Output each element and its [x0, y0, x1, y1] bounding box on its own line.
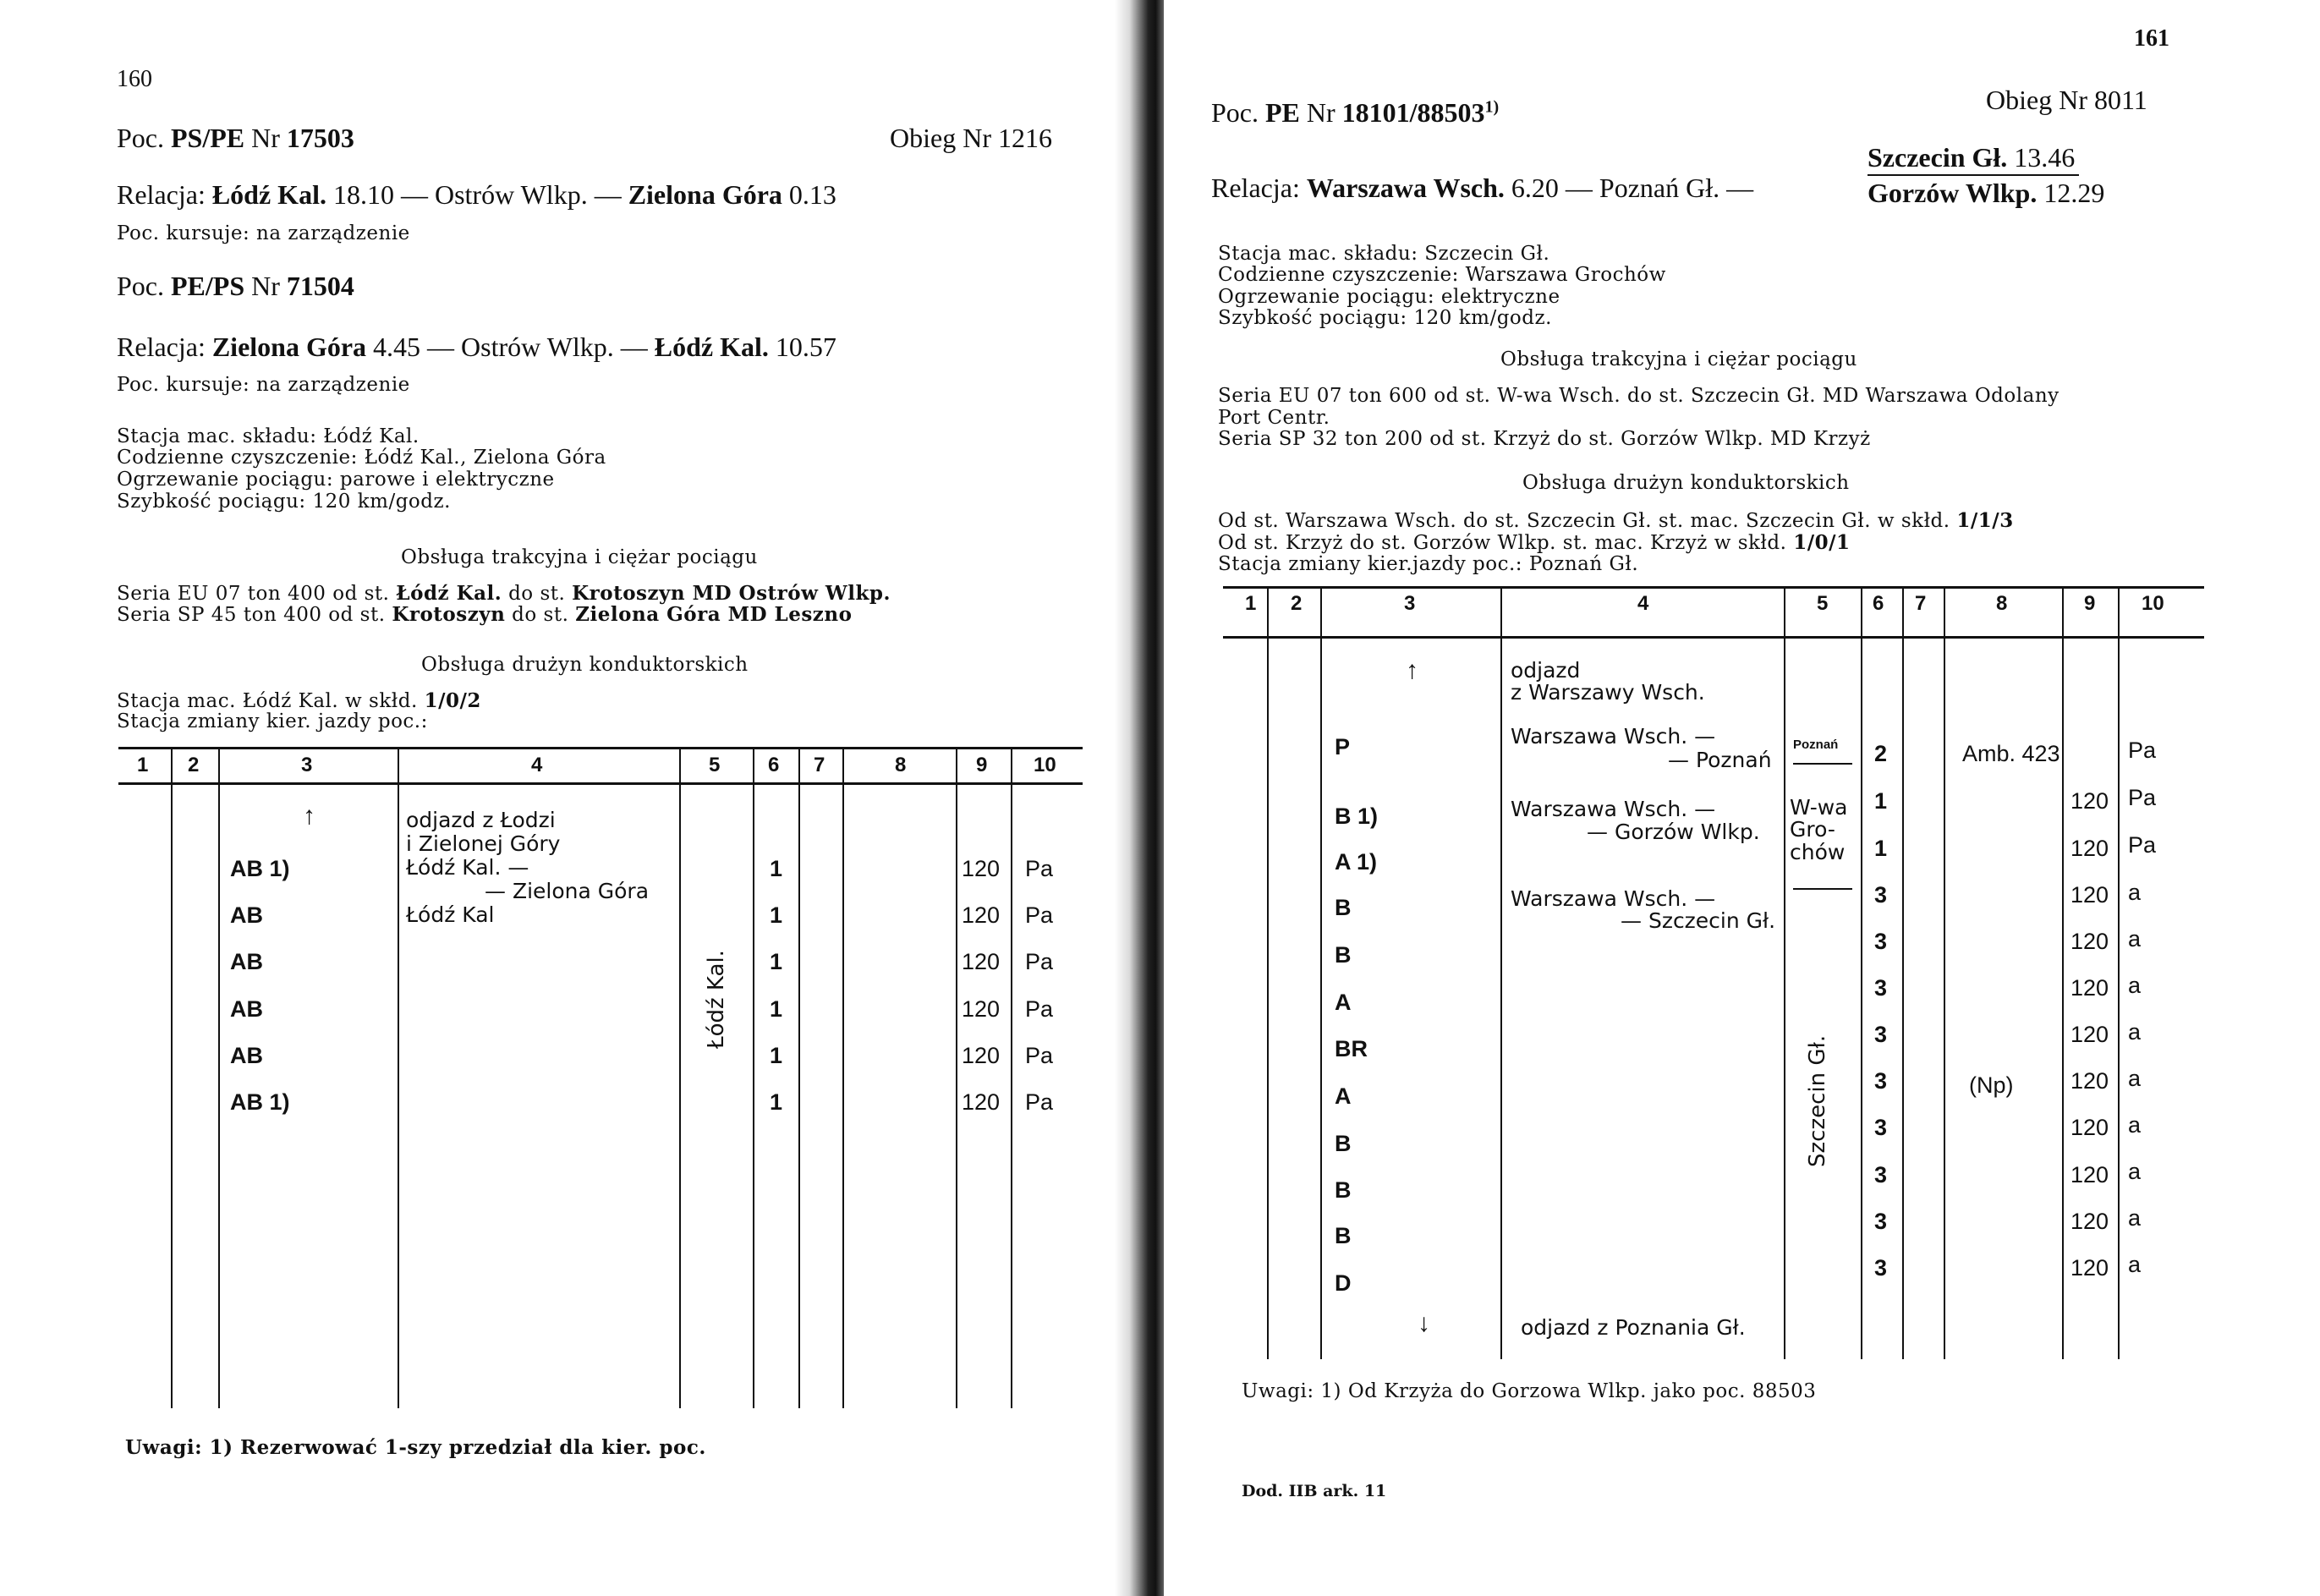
train-type: PE — [1265, 97, 1300, 128]
cell-count: 1 — [1874, 788, 1888, 814]
cell-speed: 120 — [2070, 836, 2109, 861]
cell-count: 3 — [1874, 1115, 1888, 1140]
col5-grochow: chów — [1790, 840, 1846, 864]
cell-code: a — [2128, 973, 2142, 998]
text: do st. — [508, 583, 566, 605]
relation-to: Zielona Góra — [628, 179, 782, 210]
cell-speed: 120 — [2070, 882, 2109, 908]
text: Stacja zmiany kier. jazdy poc.: — [117, 710, 428, 732]
col-divider — [1320, 588, 1322, 1359]
cell-count: 3 — [1874, 1162, 1888, 1187]
col-header: 8 — [895, 754, 907, 776]
col-divider — [798, 749, 800, 1408]
cell-speed: 120 — [2070, 1068, 2109, 1094]
col-header: 2 — [188, 754, 200, 776]
traction-line — [117, 582, 891, 605]
info-line: Codzienne czyszczenie: Warszawa Grochów — [1218, 264, 1666, 286]
col-divider — [1267, 588, 1269, 1359]
relation-line — [1211, 173, 1753, 204]
nr-label: Nr — [251, 123, 280, 153]
route-desc: z Warszawy Wsch. — [1511, 680, 1705, 705]
cell-class: D — [1335, 1270, 1352, 1296]
table-rule — [118, 782, 1083, 785]
cell-speed: 120 — [962, 1089, 1001, 1115]
cell-code: Pa — [2128, 738, 2157, 763]
nr-label: Nr — [1306, 97, 1336, 128]
cell-code: Pa — [2128, 785, 2157, 810]
relation-dep: 6.20 — [1511, 173, 1559, 203]
col-header: 1 — [1245, 592, 1257, 615]
relation-via: — Poznań Gł. — — [1565, 173, 1754, 203]
cell-code: Pa — [2128, 832, 2157, 858]
text: Krotoszyn MD Ostrów Wlkp. — [572, 582, 891, 605]
cell-speed: 120 — [962, 1043, 1001, 1068]
obieg-number: 8011 — [2093, 85, 2147, 115]
cell-count: 3 — [1874, 929, 1888, 954]
cell-class: AB 1) — [230, 1089, 290, 1115]
cell-class: A 1) — [1335, 849, 1378, 875]
cell-rule — [1793, 888, 1852, 890]
route-desc: — Zielona Góra — [485, 879, 650, 903]
col-divider — [218, 749, 220, 1408]
page-number: 160 — [117, 66, 152, 92]
crew-line — [117, 710, 428, 732]
info-line: Stacja mac. składu: Łódź Kal. — [117, 425, 420, 447]
col-divider — [1861, 588, 1862, 1359]
cell-speed: 120 — [962, 902, 1001, 928]
prefix: Poc. — [1211, 97, 1259, 128]
info-line: Szybkość pociągu: 120 km/godz. — [117, 491, 451, 513]
right-page — [1164, 0, 2320, 1596]
col-header: 8 — [1996, 592, 2008, 615]
cell-code: Pa — [1025, 902, 1054, 928]
obieg — [1986, 85, 2147, 116]
col-divider — [1902, 588, 1904, 1359]
cell-class: P — [1335, 734, 1351, 760]
cell-count: 3 — [1874, 975, 1888, 1001]
cell-count: 1 — [770, 1043, 783, 1068]
cell-speed: 120 — [2070, 1255, 2109, 1281]
section-heading: Obsługa trakcyjna i ciężar pociągu — [1500, 348, 1857, 370]
cell-speed: 120 — [2070, 1209, 2109, 1234]
col-header: 5 — [1817, 592, 1829, 615]
train-type: PE/PS — [171, 271, 245, 301]
relation-from: Zielona Góra — [211, 332, 367, 362]
col-header: 10 — [1034, 754, 1056, 776]
text: Seria SP 45 ton 400 od st. — [117, 604, 386, 626]
traction-line: Seria SP 32 ton 200 od st. Krzyż do st. Gorzów Wlkp. MD Krzyż — [1218, 428, 1871, 450]
cell-count: 3 — [1874, 1022, 1888, 1047]
train-note: Poc. kursuje: na zarządzenie — [117, 374, 410, 396]
route-desc: Warszawa Wsch. — — [1511, 886, 1716, 911]
col5-station: Łódź Kal. — [704, 950, 729, 1049]
route-desc: odjazd z Łodzi — [406, 808, 556, 832]
cell-speed: 120 — [2070, 1162, 2109, 1187]
cell-class: AB — [230, 1043, 263, 1068]
relation-via: — Ostrów Wlkp. — — [400, 179, 622, 210]
col5-station: Szczecin Gł. — [1805, 1034, 1830, 1167]
route-desc: i Zielonej Góry — [406, 831, 561, 856]
col-header: 9 — [2084, 592, 2096, 615]
cell-speed: 120 — [2070, 929, 2109, 954]
relation-via: — Ostrów Wlkp. — — [427, 332, 648, 362]
text: do st. — [512, 604, 569, 626]
relation-arr: 0.13 — [788, 179, 836, 210]
col-divider — [956, 749, 957, 1408]
cell-code: Pa — [1025, 856, 1054, 881]
route-desc: Łódź Kal — [406, 902, 495, 927]
relation-dep: 18.10 — [332, 179, 394, 210]
train-number: 71504 — [286, 271, 354, 301]
footnote: Uwagi: 1) Rezerwować 1-szy przedział dla kier. poc. — [125, 1436, 706, 1459]
cell-speed: 120 — [962, 856, 1001, 881]
col-divider — [171, 749, 173, 1408]
table-rule — [118, 747, 1083, 749]
train-note: Poc. kursuje: na zarządzenie — [117, 222, 410, 244]
page-number: 161 — [2134, 25, 2169, 52]
cell-code: a — [2128, 880, 2142, 905]
info-line: Ogrzewanie pociągu: elektryczne — [1218, 286, 1560, 308]
obieg-nr-label: Nr — [963, 123, 991, 153]
prefix: Poc. — [117, 271, 164, 301]
cell-speed: 120 — [2070, 1022, 2109, 1047]
text: Krotoszyn — [392, 603, 506, 626]
traction-line: Port Centr. — [1218, 407, 1330, 429]
col-header: 7 — [1915, 592, 1927, 615]
text: 1/0/1 — [1793, 531, 1851, 554]
relation-arr: 10.57 — [775, 332, 836, 362]
cell-code: Pa — [1025, 949, 1054, 974]
cell-code: a — [2128, 1252, 2142, 1277]
cell-class: B — [1335, 942, 1352, 968]
cell-class: B 1) — [1335, 803, 1379, 829]
col5-grochow: W-wa — [1790, 795, 1848, 820]
obieg — [890, 123, 1052, 154]
col-divider — [842, 749, 844, 1408]
section-heading: Obsługa drużyn konduktorskich — [421, 654, 749, 676]
route-desc: — Szczecin Gł. — [1621, 908, 1776, 933]
cell-class: BR — [1335, 1036, 1368, 1061]
col-header: 3 — [1404, 592, 1416, 615]
info-line: Codzienne czyszczenie: Łódź Kal., Zielona Góra — [117, 447, 606, 469]
cell-class: B — [1335, 1177, 1352, 1203]
cell-code: a — [2128, 1066, 2142, 1091]
footnote: Uwagi: 1) Od Krzyża do Gorzowa Wlkp. jako poc. 88503 — [1242, 1380, 1817, 1402]
cell-count: 1 — [770, 1089, 783, 1115]
cell-speed: 120 — [2070, 788, 2109, 814]
info-line: Stacja mac. składu: Szczecin Gł. — [1218, 243, 1550, 265]
cell-code: a — [2128, 926, 2142, 952]
col-divider — [1784, 588, 1785, 1359]
obieg-nr-label: Nr — [2059, 85, 2087, 115]
train-type: PS/PE — [171, 123, 245, 153]
cell-class: AB — [230, 949, 263, 974]
col-header: 4 — [1637, 592, 1649, 615]
relation-branch-2 — [1868, 178, 2104, 209]
text: Stacja mac. Łódź Kal. w skłd. — [117, 690, 418, 712]
cell-code: a — [2128, 1112, 2142, 1138]
train-header — [117, 271, 354, 302]
cell-code: Pa — [1025, 996, 1054, 1022]
relation-label: Relacja: — [117, 179, 206, 210]
route-desc: Warszawa Wsch. — — [1511, 797, 1716, 821]
col-header: 7 — [814, 754, 825, 776]
text: Od st. Warszawa Wsch. do st. Szczecin Gł. st. mac. Szczecin Gł. w skłd. — [1218, 510, 1950, 532]
col5-grochow: Gro- — [1790, 817, 1835, 842]
train-number: 18101/88503 — [1341, 97, 1485, 128]
sheet-mark: Dod. IIB ark. 11 — [1242, 1482, 1387, 1500]
cell-class: AB 1) — [230, 856, 290, 881]
obieg-label: Obieg — [1986, 85, 2053, 115]
cell-speed: 120 — [962, 949, 1001, 974]
cell-count: 3 — [1874, 1068, 1888, 1094]
relation-label: Relacja: — [117, 332, 206, 362]
train-header — [117, 123, 354, 154]
cell-class: A — [1335, 1083, 1352, 1109]
col-divider — [753, 749, 754, 1408]
cell-count: 1 — [770, 996, 783, 1022]
col-header: 6 — [1873, 592, 1884, 615]
cell-code: Pa — [1025, 1089, 1054, 1115]
up-arrow-icon: ↑ — [1406, 656, 1418, 684]
relation-branch-1 — [1868, 142, 2075, 173]
col-header: 5 — [709, 754, 721, 776]
crew-line — [117, 689, 481, 712]
down-arrow-icon: ↓ — [1418, 1309, 1430, 1337]
col-header: 2 — [1291, 592, 1303, 615]
cell-count: 2 — [1874, 741, 1888, 766]
info-line: Ogrzewanie pociągu: parowe i elektryczne — [117, 469, 555, 491]
col-divider — [1500, 588, 1502, 1359]
route-desc: odjazd — [1511, 658, 1581, 683]
relation-line — [117, 179, 836, 211]
route-desc: — Poznań — [1668, 748, 1772, 772]
traction-line: Seria EU 07 ton 600 od st. W-wa Wsch. do st. Szczecin Gł. MD Warszawa Odolany — [1218, 385, 2059, 407]
col-header: 6 — [768, 754, 780, 776]
obieg-label: Obieg — [890, 123, 957, 153]
table-rule — [1223, 586, 2204, 589]
col-header: 1 — [137, 754, 149, 776]
info-line: Szybkość pociągu: 120 km/godz. — [1218, 307, 1552, 329]
col-divider — [2062, 588, 2064, 1359]
up-arrow-icon: ↑ — [303, 802, 315, 830]
train-header — [1211, 97, 1499, 129]
cell-remark: Amb. 423 — [1962, 741, 2060, 766]
cell-class: B — [1335, 895, 1352, 920]
relation-arr: 12.29 — [2043, 178, 2105, 208]
relation-arr: 13.46 — [2014, 142, 2076, 173]
cell-code: a — [2128, 1159, 2142, 1184]
prefix: Poc. — [117, 123, 164, 153]
train-number: 17503 — [286, 123, 354, 153]
text: Łódź Kal. — [396, 582, 502, 605]
cell-speed: 120 — [2070, 975, 2109, 1001]
col-divider — [679, 749, 681, 1408]
relation-to: Łódź Kal. — [654, 332, 769, 362]
text: 1/0/2 — [424, 689, 481, 712]
relation-label: Relacja: — [1211, 173, 1300, 203]
cell-class: B — [1335, 1131, 1352, 1156]
relation-line — [117, 332, 836, 363]
relation-to: Szczecin Gł. — [1868, 142, 2008, 173]
relation-to: Gorzów Wlkp. — [1868, 178, 2038, 208]
text: Zielona Góra MD Leszno — [575, 603, 853, 626]
cell-class: AB — [230, 996, 263, 1022]
cell-remark: (Np) — [1969, 1072, 2014, 1098]
fraction-rule — [1868, 174, 2079, 176]
col-divider — [1944, 588, 1945, 1359]
text: Od st. Krzyż do st. Gorzów Wlkp. st. mac. Krzyż w skłd. — [1218, 532, 1787, 554]
route-desc: odjazd z Poznania Gł. — [1521, 1315, 1746, 1340]
cell-count: 3 — [1874, 882, 1888, 908]
crew-line: Stacja zmiany kier.jazdy poc.: Poznań Gł. — [1218, 553, 1639, 575]
cell-code: a — [2128, 1205, 2142, 1231]
cell-count: 3 — [1874, 1255, 1888, 1281]
relation-dep: 4.45 — [373, 332, 421, 362]
cell-code: a — [2128, 1019, 2142, 1045]
cell-class: AB — [230, 902, 263, 928]
cell-speed: 120 — [2070, 1115, 2109, 1140]
cell-count: 1 — [770, 902, 783, 928]
col-divider — [1011, 749, 1012, 1408]
relation-from: Łódź Kal. — [211, 179, 326, 210]
cell-rule — [1793, 763, 1852, 765]
table-rule — [1223, 636, 2204, 639]
route-desc: Łódź Kal. — — [406, 855, 529, 880]
cell-count: 1 — [1874, 836, 1888, 861]
col-header: 4 — [531, 754, 543, 776]
cell-count: 1 — [770, 949, 783, 974]
cell-class: A — [1335, 990, 1352, 1015]
col5-poznan: Poznań — [1793, 738, 1839, 752]
cell-code: Pa — [1025, 1043, 1054, 1068]
section-heading: Obsługa trakcyjna i ciężar pociągu — [401, 546, 758, 568]
col-divider — [2118, 588, 2120, 1359]
col-header: 10 — [2142, 592, 2164, 615]
section-heading: Obsługa drużyn konduktorskich — [1522, 472, 1850, 494]
cell-count: 1 — [770, 856, 783, 881]
text: 1/1/3 — [1956, 509, 2014, 532]
footnote-ref: 1) — [1484, 97, 1500, 117]
route-desc: — Gorzów Wlkp. — [1587, 820, 1760, 844]
col-header: 3 — [301, 754, 313, 776]
cell-count: 3 — [1874, 1209, 1888, 1234]
route-desc: Warszawa Wsch. — — [1511, 724, 1716, 749]
crew-line — [1218, 531, 1851, 554]
cell-class: B — [1335, 1223, 1352, 1248]
crew-line — [1218, 509, 2014, 532]
traction-line — [117, 603, 852, 626]
cell-speed: 120 — [962, 996, 1001, 1022]
left-page — [0, 0, 1142, 1596]
obieg-number: 1216 — [997, 123, 1052, 153]
text: Seria EU 07 ton 400 od st. — [117, 583, 390, 605]
nr-label: Nr — [251, 271, 280, 301]
col-header: 9 — [976, 754, 988, 776]
relation-from: Warszawa Wsch. — [1306, 173, 1505, 203]
col-divider — [398, 749, 399, 1408]
